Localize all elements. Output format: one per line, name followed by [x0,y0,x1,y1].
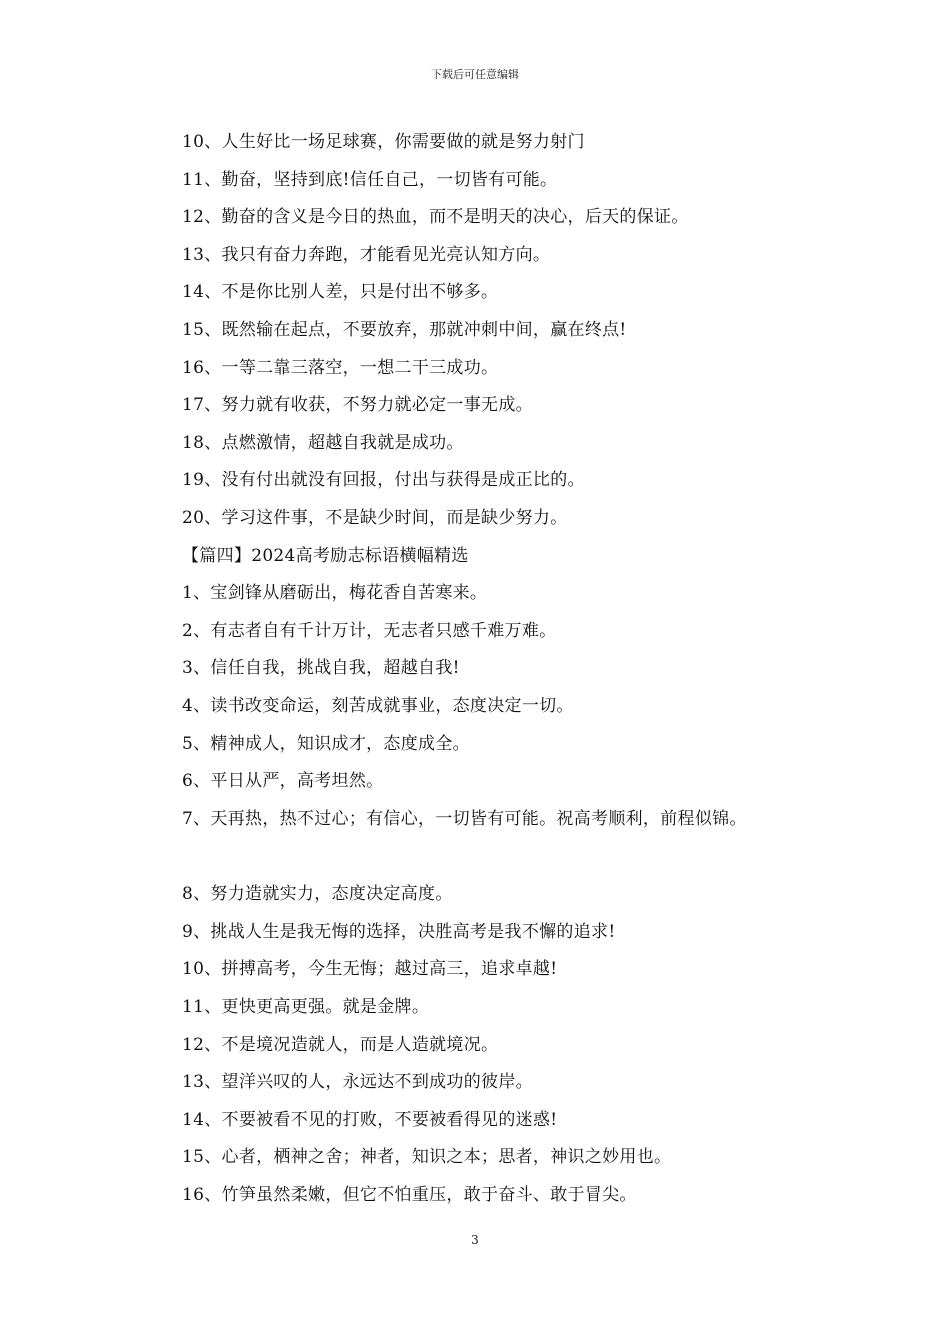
text-line: 14、不要被看不见的打败，不要被看得见的迷惑! [182,1109,558,1130]
text-line: 18、点燃激情，超越自我就是成功。 [182,432,464,453]
text-line: 11、勤奋，坚持到底!信任自己，一切皆有可能。 [182,169,558,190]
text-line: 12、不是境况造就人，而是人造就境况。 [182,1034,499,1055]
blank-line [182,838,922,876]
text-line: 16、竹笋虽然柔嫩，但它不怕重压，敢于奋斗、敢于冒尖。 [182,1185,637,1206]
text-line: 19、没有付出就没有回报，付出与获得是成正比的。 [182,470,585,491]
text-line: 10、人生好比一场足球赛，你需要做的就是努力射门 [182,132,585,152]
text-line: 4、读书改变命运，刻苦成就事业，态度决定一切。 [182,695,574,716]
text-line: 17、努力就有收获，不努力就必定一事无成。 [182,395,533,416]
document-body [182,124,922,1215]
text-line: 13、望洋兴叹的人，永远达不到成功的彼岸。 [182,1072,533,1093]
page-header: 下载后可任意编辑 [431,68,519,81]
text-line: 7、天再热，热不过心；有信心，一切皆有可能。祝高考顺利，前程似锦。 [182,808,747,829]
text-line: 3、信任自我，挑战自我，超越自我! [182,658,460,679]
text-line: 1、宝剑锋从磨砺出，梅花香自苦寒来。 [182,583,488,604]
text-line: 11、更快更高更强。就是金牌。 [182,997,430,1018]
section-heading: 【篇四】2024高考励志标语横幅精选 [182,545,469,566]
text-line: 6、平日从严，高考坦然。 [182,771,384,792]
text-line: 10、拼搏高考，今生无悔；越过高三，追求卓越! [182,959,558,980]
text-line: 20、学习这件事，不是缺少时间，而是缺少努力。 [182,507,568,528]
text-line: 14、不是你比别人差，只是付出不够多。 [182,282,499,303]
text-line: 15、既然输在起点，不要放弃，那就冲刺中间，赢在终点! [182,319,627,340]
text-line: 2、有志者自有千计万计，无志者只感千难万难。 [182,620,557,641]
text-line: 8、努力造就实力，态度决定高度。 [182,884,453,905]
text-line: 12、勤奋的含义是今日的热血，而不是明天的决心，后天的保证。 [182,207,689,228]
text-line: 13、我只有奋力奔跑，才能看见光亮认知方向。 [182,244,551,265]
text-line: 9、挑战人生是我无悔的选择，决胜高考是我不懈的追求! [182,921,616,942]
text-line: 16、一等二靠三落空，一想二干三成功。 [182,357,499,378]
text-line: 15、心者，栖神之舍；神者，知识之本；思者，神识之妙用也。 [182,1147,672,1168]
text-line: 5、精神成人，知识成才，态度成全。 [182,733,470,754]
page-number: 3 [471,1233,479,1247]
